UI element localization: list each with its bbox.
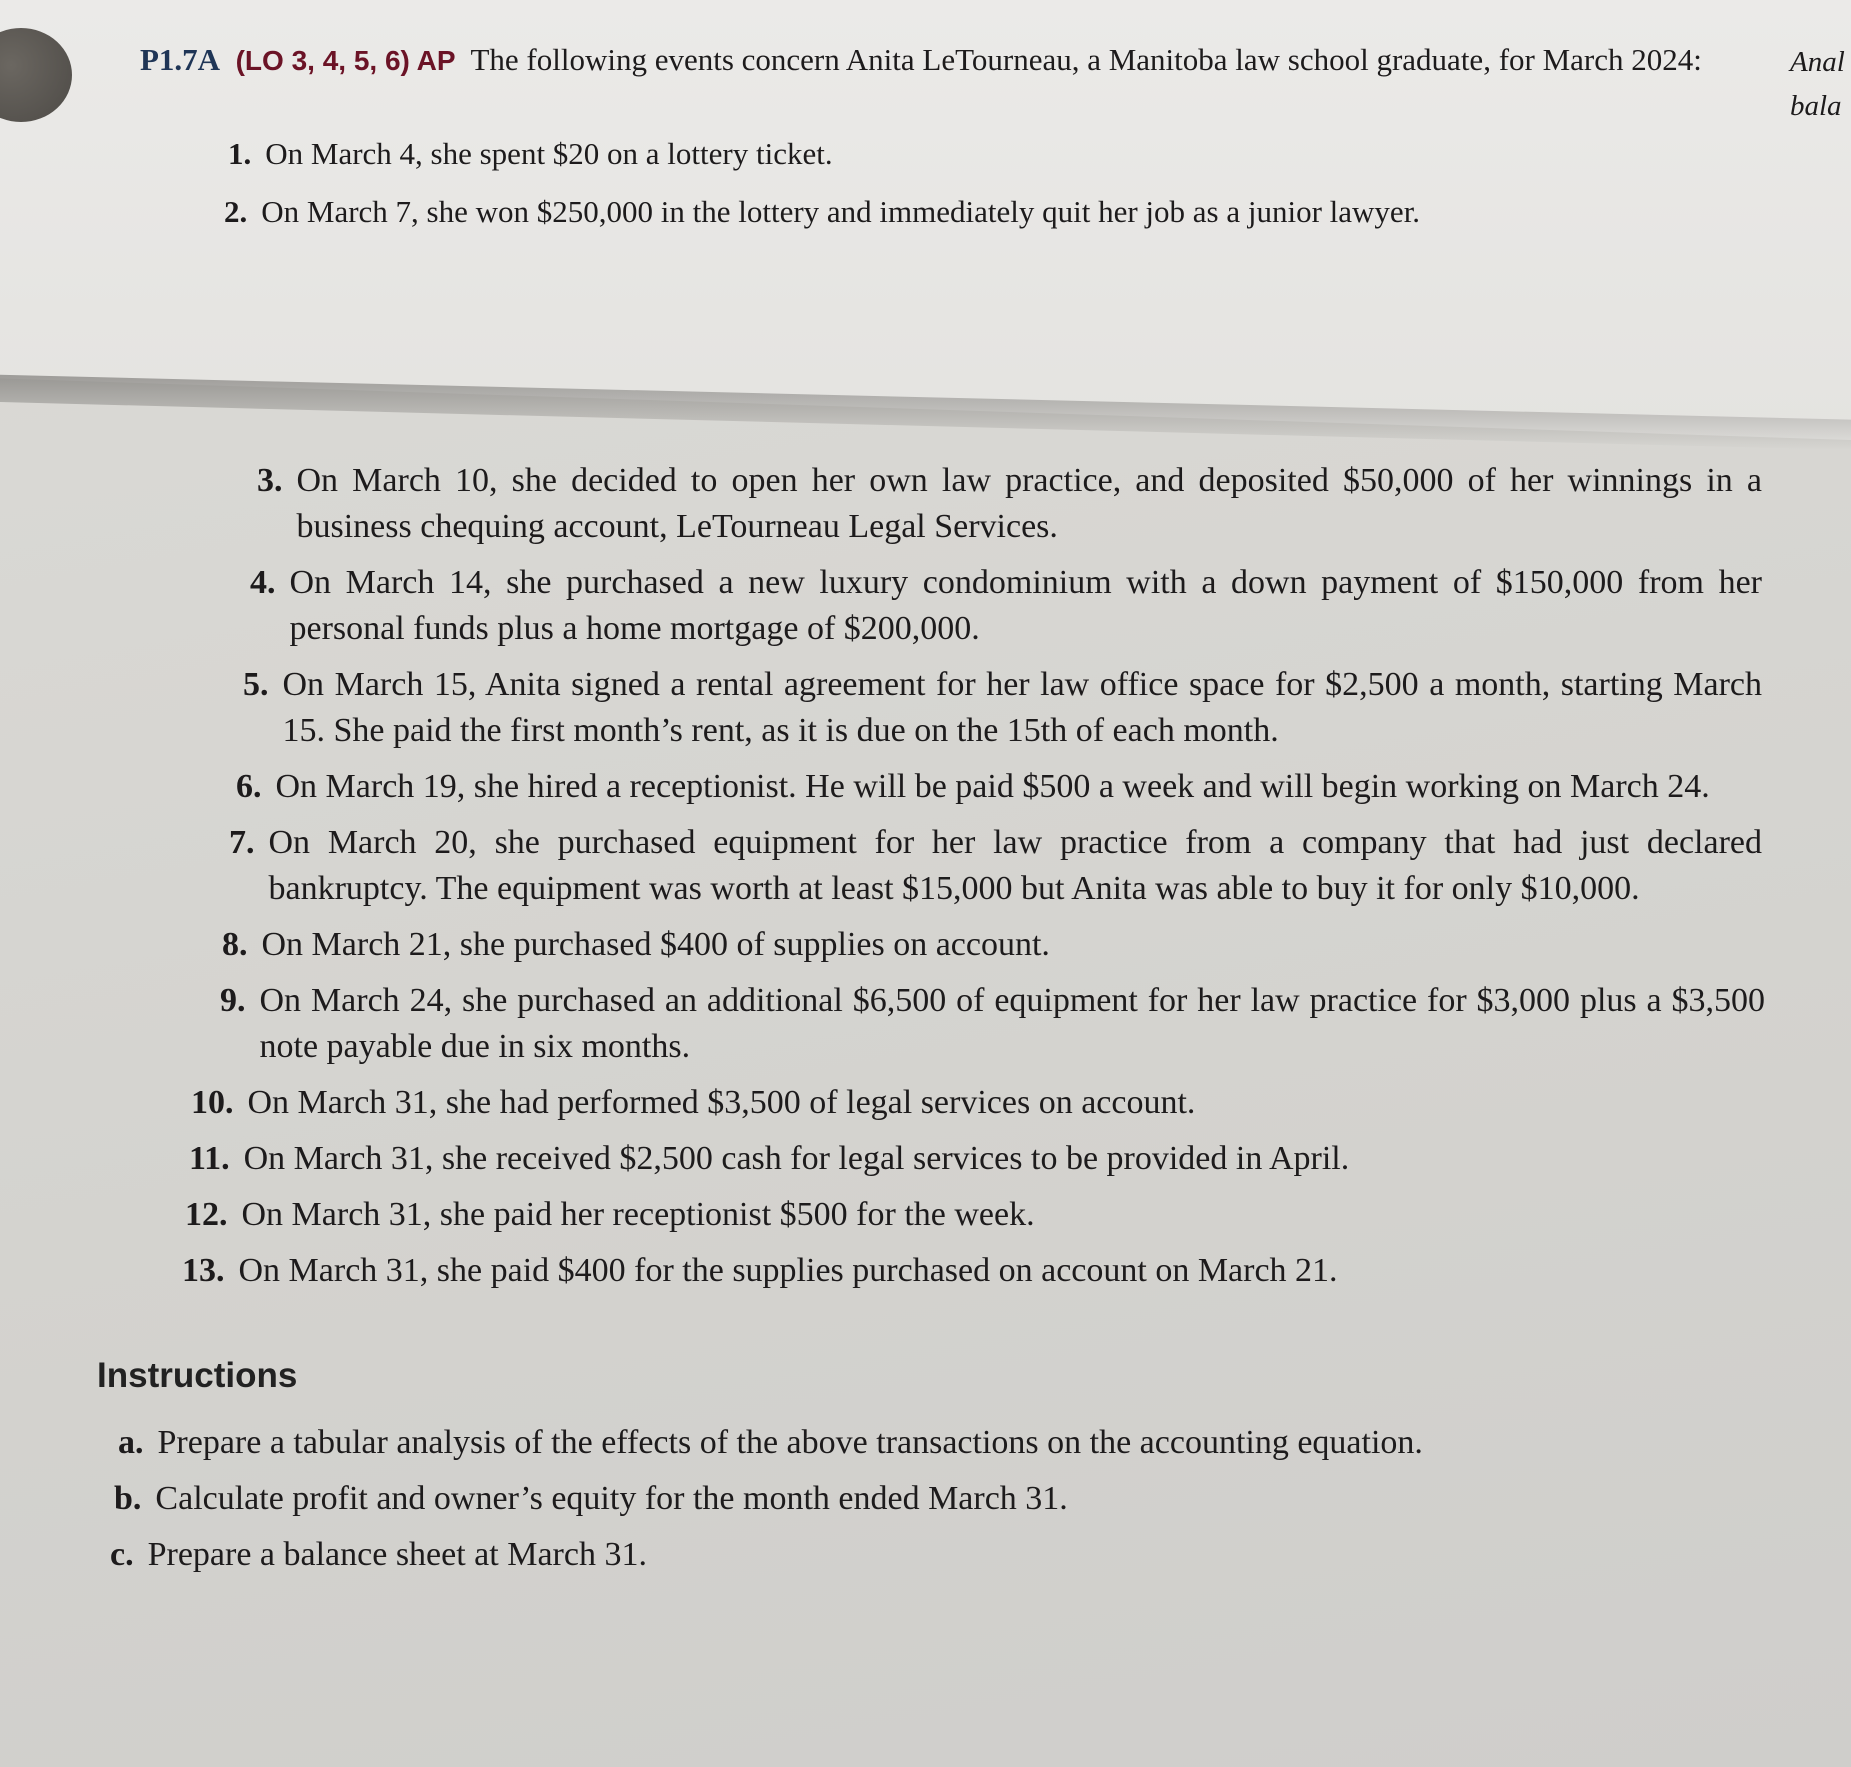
events-top xyxy=(0,132,1851,248)
item-letter: a. xyxy=(118,1424,144,1461)
item-number: 13. xyxy=(182,1252,225,1289)
event-item xyxy=(222,922,1762,968)
item-text: On March 31, she paid her receptionist $500 for the week. xyxy=(241,1196,1035,1233)
margin-line: Anal xyxy=(1790,46,1845,78)
item-text: On March 19, she hired a receptionist. He will be paid $500 a week and will begin working on March 24. xyxy=(275,768,1710,805)
event-item xyxy=(257,458,1762,550)
item-number: 12. xyxy=(185,1196,228,1233)
event-item xyxy=(236,764,1762,810)
item-text: On March 31, she received $2,500 cash for legal services to be provided in April. xyxy=(243,1140,1350,1177)
event-item xyxy=(229,820,1762,912)
instructions-heading: Instructions xyxy=(97,1356,298,1395)
item-text: On March 21, she purchased $400 of supplies on account. xyxy=(261,926,1050,963)
item-number: 3. xyxy=(257,462,283,499)
event-item xyxy=(220,978,1765,1070)
item-text: On March 31, she had performed $3,500 of legal services on account. xyxy=(247,1084,1196,1121)
event-item xyxy=(182,1248,1742,1294)
item-text: On March 31, she paid $400 for the supplies purchased on account on March 21. xyxy=(238,1252,1338,1289)
item-text: On March 10, she decided to open her own law practice, and deposited $50,000 of her winnings in a business chequing account, LeTourneau Legal Services. xyxy=(296,462,1762,545)
item-text: Prepare a tabular analysis of the effects of the above transactions on the accounting equation. xyxy=(157,1424,1423,1461)
event-item xyxy=(250,560,1762,652)
instruction-item xyxy=(114,1476,1754,1522)
item-text: On March 20, she purchased equipment for her law practice from a company that had just declared bankruptcy. The equipment was worth at least $15,000 but Anita was able to buy it for only $10,000. xyxy=(268,824,1762,907)
item-text: On March 7, she won $250,000 in the lottery and immediately quit her job as a junior lawyer. xyxy=(261,194,1421,229)
events-main xyxy=(0,458,1851,1588)
instruction-item xyxy=(118,1420,1758,1466)
item-text: On March 24, she purchased an additional $6,500 of equipment for her law practice for $3,000 plus a $3,500 note payable due in six months. xyxy=(259,982,1765,1065)
event-item xyxy=(224,190,1764,234)
event-item xyxy=(189,1136,1749,1182)
item-number: 1. xyxy=(228,136,252,171)
item-number: 11. xyxy=(189,1140,230,1177)
item-number: 5. xyxy=(243,666,269,703)
learning-objectives: (LO 3, 4, 5, 6) AP xyxy=(235,45,456,76)
item-text: On March 14, she purchased a new luxury condominium with a down payment of $150,000 from her personal funds plus a home mortgage of $200,000. xyxy=(289,564,1762,647)
event-item xyxy=(243,662,1762,754)
margin-line: bala xyxy=(1790,90,1842,122)
problem-id: P1.7A xyxy=(140,42,221,77)
problem-intro: The following events concern Anita LeTourneau, a Manitoba law school graduate, for March 2024: xyxy=(470,42,1702,77)
event-item xyxy=(185,1192,1745,1238)
event-item xyxy=(228,132,1768,176)
item-text: Calculate profit and owner’s equity for the month ended March 31. xyxy=(155,1480,1068,1517)
margin-note xyxy=(1790,40,1845,128)
item-number: 7. xyxy=(229,824,255,861)
problem-header xyxy=(140,38,1720,83)
item-text: On March 4, she spent $20 on a lottery ticket. xyxy=(265,136,833,171)
item-number: 9. xyxy=(220,982,246,1019)
item-letter: b. xyxy=(114,1480,142,1517)
item-number: 8. xyxy=(222,926,248,963)
item-number: 2. xyxy=(224,194,248,229)
item-number: 10. xyxy=(191,1084,234,1121)
item-text: On March 15, Anita signed a rental agreement for her law office space for $2,500 a month, starting March 15. She paid the first month’s rent, as it is due on the 15th of each month. xyxy=(282,666,1762,749)
item-number: 4. xyxy=(250,564,276,601)
item-text: Prepare a balance sheet at March 31. xyxy=(147,1536,647,1573)
item-number: 6. xyxy=(236,768,262,805)
instruction-item xyxy=(110,1532,1750,1578)
item-letter: c. xyxy=(110,1536,134,1573)
event-item xyxy=(191,1080,1751,1126)
